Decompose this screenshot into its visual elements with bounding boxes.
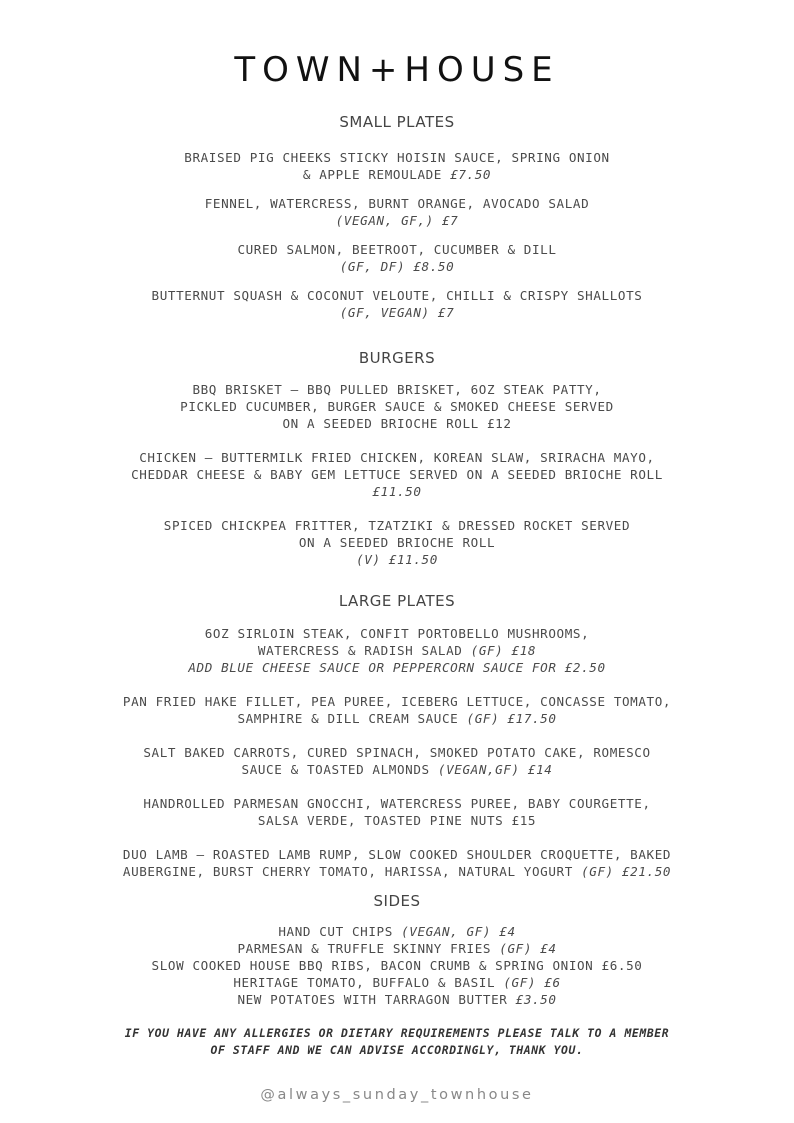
- item-price: (GF, DF) £8.50: [339, 259, 455, 274]
- menu-item-sirloin-steak: [20, 625, 774, 676]
- item-price: (GF) £17.50: [466, 711, 557, 726]
- item-line: SALSA VERDE, TOASTED PINE NUTS £15: [257, 813, 537, 828]
- list-item: [20, 940, 774, 957]
- list-item: [20, 974, 774, 991]
- menu-item-bbq-brisket: [20, 381, 774, 432]
- side-name: PARMESAN & TRUFFLE SKINNY FRIES: [237, 941, 492, 956]
- menu-item-duo-lamb: [20, 846, 774, 880]
- list-item: [20, 957, 774, 974]
- item-line: BUTTERNUT SQUASH & COCONUT VELOUTE, CHILLI & CRISPY SHALLOTS: [151, 288, 643, 303]
- item-line: DUO LAMB – ROASTED LAMB RUMP, SLOW COOKED SHOULDER CROQUETTE, BAKED: [122, 847, 672, 862]
- menu-item-gnocchi: [20, 795, 774, 829]
- menu-item-chicken-burger: [20, 449, 774, 500]
- item-line: SALT BAKED CARROTS, CURED SPINACH, SMOKED POTATO CAKE, ROMESCO: [143, 745, 651, 760]
- allergy-line: OF STAFF AND WE CAN ADVISE ACCORDINGLY, THANK YOU.: [210, 1043, 584, 1057]
- menu-item-hake-fillet: [20, 693, 774, 727]
- side-name: HERITAGE TOMATO, BUFFALO & BASIL: [233, 975, 496, 990]
- item-line: ON A SEEDED BRIOCHE ROLL: [298, 535, 496, 550]
- list-item: [20, 923, 774, 940]
- menu-item-pig-cheeks: [20, 149, 774, 183]
- side-name: SLOW COOKED HOUSE BBQ RIBS, BACON CRUMB & SPRING ONION £6.50: [151, 958, 643, 973]
- side-price: (GF) £6: [503, 975, 561, 990]
- menu-item-butternut-veloute: [20, 287, 774, 321]
- item-line: CHICKEN – BUTTERMILK FRIED CHICKEN, KOREAN SLAW, SRIRACHA MAYO,: [139, 450, 655, 465]
- item-line: SAMPHIRE & DILL CREAM SAUCE: [237, 711, 459, 726]
- item-line: 6OZ SIRLOIN STEAK, CONFIT PORTOBELLO MUSHROOMS,: [204, 626, 590, 641]
- item-line: ON A SEEDED BRIOCHE ROLL £12: [282, 416, 512, 431]
- item-line: & APPLE REMOULADE: [302, 167, 442, 182]
- item-line: BBQ BRISKET – BBQ PULLED BRISKET, 6OZ STEAK PATTY,: [192, 382, 602, 397]
- item-price: (VEGAN,GF) £14: [437, 762, 553, 777]
- side-name: HAND CUT CHIPS: [278, 924, 393, 939]
- allergy-line: IF YOU HAVE ANY ALLERGIES OR DIETARY REQUIREMENTS PLEASE TALK TO A MEMBER: [124, 1026, 670, 1040]
- brand-title: TOWN+HOUSE: [234, 50, 560, 90]
- section-title-small-plates: SMALL PLATES: [339, 113, 455, 131]
- item-line: CURED SALMON, BEETROOT, CUCUMBER & DILL: [237, 242, 557, 257]
- section-title-burgers: BURGERS: [358, 349, 436, 367]
- item-line: PAN FRIED HAKE FILLET, PEA PUREE, ICEBERG LETTUCE, CONCASSE TOMATO,: [122, 694, 672, 709]
- side-price: £3.50: [515, 992, 557, 1007]
- item-price: (V) £11.50: [356, 552, 438, 567]
- side-price: (VEGAN, GF) £4: [401, 924, 516, 939]
- allergy-notice: [20, 1025, 774, 1059]
- item-line: SPICED CHICKPEA FRITTER, TZATZIKI & DRESSED ROCKET SERVED: [163, 518, 631, 533]
- section-title-sides: SIDES: [373, 892, 421, 910]
- item-price: £7.50: [450, 167, 492, 182]
- item-line: CHEDDAR CHEESE & BABY GEM LETTUCE SERVED ON A SEEDED BRIOCHE ROLL: [131, 467, 663, 482]
- item-price: £11.50: [372, 484, 422, 499]
- sides-list: [20, 923, 774, 1008]
- item-price: (VEGAN, GF,) £7: [335, 213, 459, 228]
- item-line: AUBERGINE, BURST CHERRY TOMATO, HARISSA, NATURAL YOGURT: [122, 864, 573, 879]
- menu-item-salt-baked-carrots: [20, 744, 774, 778]
- item-line: HANDROLLED PARMESAN GNOCCHI, WATERCRESS PUREE, BABY COURGETTE,: [143, 796, 651, 811]
- item-line: BRAISED PIG CHEEKS STICKY HOISIN SAUCE, SPRING ONION: [184, 150, 610, 165]
- side-name: NEW POTATOES WITH TARRAGON BUTTER: [237, 992, 508, 1007]
- item-line: SAUCE & TOASTED ALMONDS: [241, 762, 430, 777]
- menu-item-cured-salmon: [20, 241, 774, 275]
- item-addon: ADD BLUE CHEESE SAUCE OR PEPPERCORN SAUCE FOR £2.50: [188, 660, 606, 675]
- item-price: (GF) £18: [470, 643, 537, 658]
- list-item: [20, 991, 774, 1008]
- menu-item-chickpea-fritter: [20, 517, 774, 568]
- menu-item-fennel-salad: [20, 195, 774, 229]
- item-line: FENNEL, WATERCRESS, BURNT ORANGE, AVOCADO SALAD: [204, 196, 590, 211]
- item-price: (GF, VEGAN) £7: [339, 305, 455, 320]
- social-handle: @always_sunday_townhouse: [260, 1087, 534, 1103]
- item-line: PICKLED CUCUMBER, BURGER SAUCE & SMOKED CHEESE SERVED: [180, 399, 614, 414]
- item-price: (GF) £21.50: [581, 864, 672, 879]
- side-price: (GF) £4: [499, 941, 557, 956]
- item-line: WATERCRESS & RADISH SALAD: [257, 643, 463, 658]
- section-title-large-plates: LARGE PLATES: [338, 592, 456, 610]
